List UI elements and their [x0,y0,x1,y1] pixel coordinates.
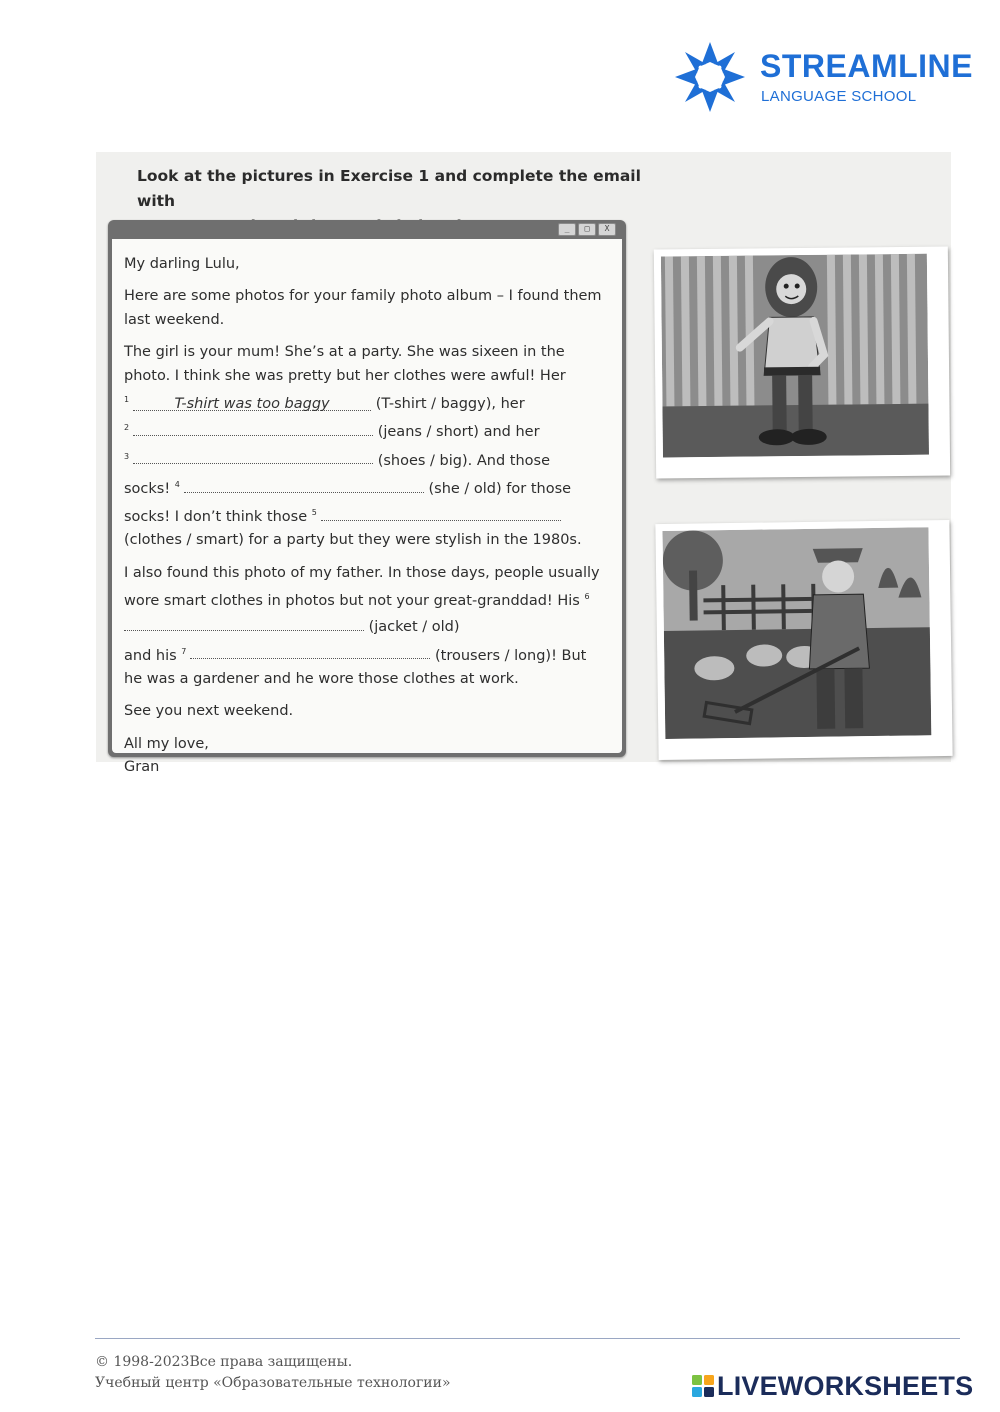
paragraph-2-end: (clothes / smart) for a party but they were stylish in the 1980s. [124,532,582,549]
logo-name: STREAMLINE [760,48,973,84]
socks-line: socks! I don’t think those [124,508,308,525]
email-see-you: See you next weekend. [124,703,294,720]
girl-illustration [661,254,929,458]
blank-hint: (jacket / old) [368,619,460,636]
email-paragraph-2 [124,341,614,552]
star-logo-icon [673,40,747,114]
email-window [108,220,626,776]
blank-number: 4 [174,479,180,489]
answer-blank-7[interactable] [190,641,430,659]
blank-hint: (trousers / long)! But [434,647,587,664]
copyright-line-2: Учебный центр «Образовательные технологии» [95,1375,451,1391]
blank-hint: (jeans / short) and her [377,424,540,441]
email-text [124,253,614,780]
streamline-logo [673,40,973,120]
instructions-line1: Look at the pictures in Exercise 1 and complete the email with [137,167,641,210]
blank-number: 1 [124,395,130,405]
email-paragraph-1: Here are some photos for your family photo album – I found them last weekend. [124,288,602,328]
socks-word: socks! [124,480,171,497]
copyright-line-1: © 1998-2023Все права защищены. [95,1354,353,1370]
answer-blank-6[interactable] [124,613,364,631]
copyright [95,1352,451,1394]
answer-blank-5[interactable] [321,503,561,521]
blank-number: 2 [124,423,130,433]
email-body [112,239,622,776]
blank-number: 7 [181,646,187,656]
paragraph-3-end: he was a gardener and he wore those clothes at work. [124,670,519,687]
email-signoff [124,733,614,780]
email-greeting: My darling Lulu, [124,256,240,272]
footer-divider [95,1338,960,1339]
answer-blank-3[interactable] [133,446,373,464]
email-paragraph-3 [124,562,614,692]
maximize-icon: □ [578,223,596,236]
and-his-text: and his [124,647,177,664]
liveworksheets-logo-icon [692,1375,714,1397]
liveworksheets-text: LIVEWORKSHEETS [717,1371,974,1401]
blank-number: 5 [311,507,317,517]
window-controls [558,223,616,236]
gardener-with-rake-picture [655,520,952,760]
signature-text: Gran [124,759,160,776]
paragraph-3-intro: I also found this photo of my father. In those days, people usually wore smart clothes in photos but not your great-granddad! His [124,564,600,609]
paragraph-2-intro: The girl is your mum! She’s at a party. She was sixeen in the photo. I think she was pretty but her clothes were awful! Her [124,344,566,384]
blank-number: 6 [584,592,590,602]
girl-at-party-picture [654,246,950,478]
gardener-illustration [662,527,931,739]
blank-number: 3 [124,451,130,461]
signoff-text: All my love, [124,735,209,752]
minimize-icon: _ [558,223,576,236]
answer-blank-2[interactable] [133,418,373,436]
logo-subtitle: LANGUAGE SCHOOL [761,88,917,105]
answer-blank-1[interactable]: T-shirt was too baggy [133,393,371,411]
blank-hint: (T-shirt / baggy), her [375,395,525,412]
close-icon: X [598,223,616,236]
blank-hint: (she / old) for those [428,480,572,497]
answer-blank-4[interactable] [184,475,424,493]
blank-hint: (shoes / big). And those [377,452,551,469]
